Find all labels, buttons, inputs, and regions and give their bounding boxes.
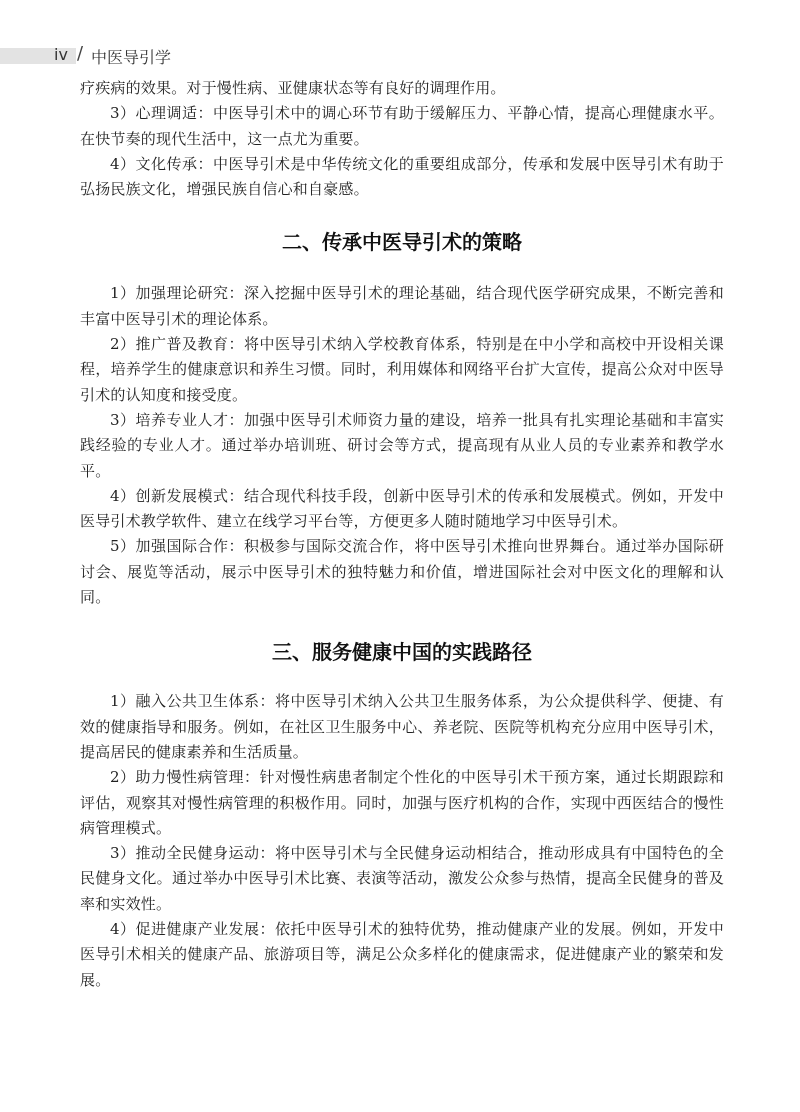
running-header: [0, 42, 800, 70]
paragraph: 4）文化传承：中医导引术是中华传统文化的重要组成部分，传承和发展中医导引术有助于弘扬民族文化，增强民族自信心和自豪感。: [80, 154, 724, 199]
paragraph: 疗疾病的效果。对于慢性病、亚健康状态等有良好的调理作用。: [80, 79, 506, 97]
page-number: iv: [54, 45, 68, 64]
paragraph: 3）培养专业人才：加强中医导引术师资力量的建设，培养一批具有扎实理论基础和丰富实践经验的专业人才。通过举办培训班、研讨会等方式，提高现有从业人员的专业素养和教学水平。: [80, 410, 724, 480]
paragraph: 2）助力慢性病管理：针对慢性病患者制定个性化的中医导引术干预方案，通过长期跟踪和评估，观察其对慢性病管理的积极作用。同时，加强与医疗机构的合作，实现中西医结合的慢性病管理模式。: [80, 768, 724, 837]
paragraph: 2）推广普及教育：将中医导引术纳入学校教育体系，特别是在中小学和高校中开设相关课程，培养学生的健康意识和养生习惯。同时，利用媒体和网络平台扩大宣传，提高公众对中医导引术的认知度和接受度。: [80, 335, 724, 404]
paragraph: 3）推动全民健身运动：将中医导引术与全民健身运动相结合，推动形成具有中国特色的全民健身文化。通过举办中医导引术比赛、表演等活动，激发公众参与热情，提高全民健身的普及率和实效性。: [80, 844, 724, 913]
page-body: [80, 76, 724, 993]
paragraph: 1）融入公共卫生体系：将中医导引术纳入公共卫生服务体系，为公众提供科学、便捷、有效的健康指导和服务。例如，在社区卫生服务中心、养老院、医院等机构充分应用中医导引术，提高居民的健康素养和生活质量。: [80, 692, 724, 761]
header-separator: /: [77, 43, 84, 64]
paragraph: 1）加强理论研究：深入挖掘中医导引术的理论基础，结合现代医学研究成果，不断完善和丰富中医导引术的理论体系。: [80, 284, 724, 328]
section-heading: 三、服务健康中国的实践路径: [272, 640, 532, 665]
paragraph: 3）心理调适：中医导引术中的调心环节有助于缓解压力、平静心情，提高心理健康水平。在快节奏的现代生活中，这一点尤为重要。: [80, 104, 724, 148]
paragraph: 5）加强国际合作：积极参与国际交流合作，将中医导引术推向世界舞台。通过举办国际研讨会、展览等活动，展示中医导引术的独特魅力和价值，增进国际社会对中医文化的理解和认同。: [80, 537, 724, 607]
book-title: 中医导引学: [91, 48, 172, 67]
paragraph: 4）促进健康产业发展：依托中医导引术的独特优势，推动健康产业的发展。例如，开发中医导引术相关的健康产品、旅游项目等，满足公众多样化的健康需求，促进健康产业的繁荣和发展。: [80, 920, 724, 989]
section-heading: 二、传承中医导引术的策略: [282, 230, 522, 255]
paragraph: 4）创新发展模式：结合现代科技手段，创新中医导引术的传承和发展模式。例如，开发中医导引术教学软件、建立在线学习平台等，方便更多人随时随地学习中医导引术。: [80, 486, 724, 531]
